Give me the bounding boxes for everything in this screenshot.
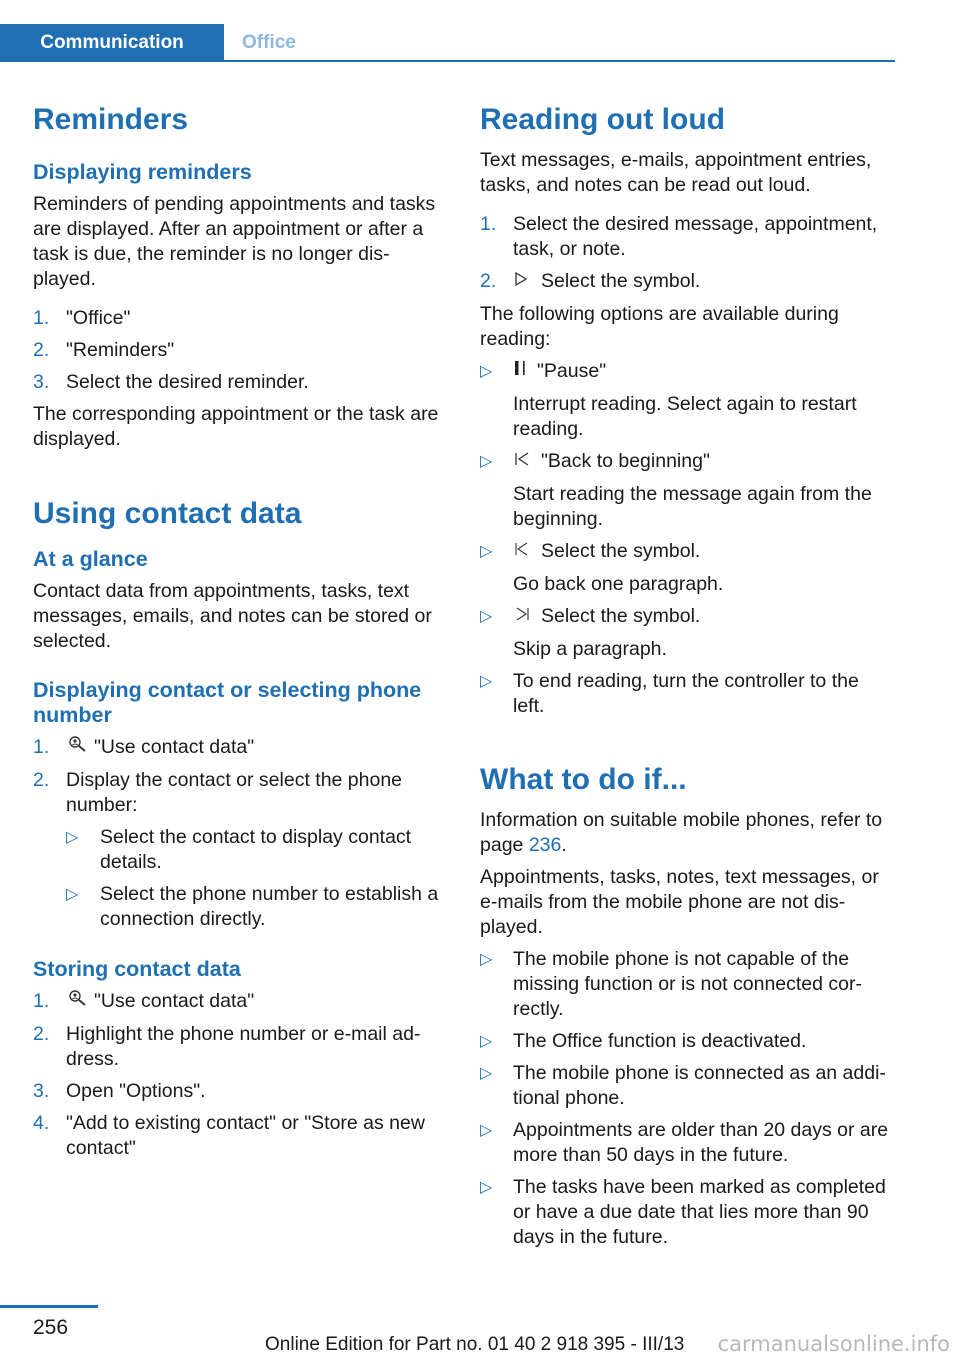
list-item: 2. Display the contact or select the phone number: ▷ Select the contact to display contact details. ▷ Select the phone number to establish a connection directly. — [33, 768, 448, 932]
reminders-heading: Reminders — [33, 103, 189, 136]
skip-to-start-icon — [513, 450, 541, 475]
reminders-after: The corresponding appointment or the task are displayed. — [33, 403, 439, 450]
list-item: 2. Select the symbol. — [480, 269, 895, 295]
whatif-info: Information on suitable mobile phones, refer to page 236. — [480, 809, 883, 856]
page-number: 256 — [33, 1316, 69, 1339]
reading-out-loud-heading: Reading out loud — [480, 103, 725, 136]
list-item: ▷ The Office function is deactivated. — [480, 1030, 807, 1052]
list-item: 1. Select the desired message, appointment, task, or note. — [480, 213, 878, 260]
list-item: ▷ The tasks have been marked as completed or have a due date that lies more than 90 days in the future. — [480, 1176, 886, 1248]
tab-communication[interactable]: Communication — [0, 24, 224, 62]
store-contact-steps — [33, 989, 448, 1161]
tab-office[interactable]: Office — [242, 32, 296, 53]
edition-note: Online Edition for Part no. 01 40 2 918 395 - III/13 — [265, 1334, 685, 1355]
reading-options — [480, 359, 895, 719]
list-item: ▷ Select the symbol. Go back one paragraph. — [480, 540, 724, 595]
list-item: 2. Highlight the phone number or e-mail ad‐dress. — [33, 1023, 421, 1070]
reading-steps — [480, 212, 895, 295]
list-item: ▷ The mobile phone is connected as an addi‐tional phone. — [480, 1062, 886, 1109]
list-item: ▷ "Pause" Interrupt reading. Select again to restart reading. — [480, 360, 857, 440]
footer-rule — [0, 1305, 98, 1308]
next-paragraph-icon — [513, 605, 541, 630]
section-tab-bar — [0, 24, 895, 62]
list-item: ▷ Select the phone number to establish a connection directly. — [66, 883, 439, 930]
page-reference-link[interactable]: 236 — [528, 834, 562, 856]
using-contact-data-heading: Using contact data — [33, 497, 302, 530]
reading-intro: Text messages, e-mails, appointment entries, tasks, and notes can be read out loud. — [480, 149, 872, 196]
reminders-steps — [33, 306, 448, 395]
watermark: carmanualsonline.info — [717, 1332, 950, 1356]
contact-search-icon — [66, 989, 94, 1015]
list-item: 1. "Office" — [33, 307, 131, 329]
play-icon — [513, 270, 541, 295]
options-intro: The following options are available during reading: — [480, 303, 839, 350]
list-item: ▷ Select the symbol. Skip a paragraph. — [480, 605, 701, 660]
list-item: 2. "Reminders" — [33, 339, 175, 361]
at-a-glance-heading: At a glance — [33, 547, 148, 571]
whatif-problem: Appointments, tasks, notes, text messages, or e-mails from the mobile phone are not dis‐played. — [480, 866, 879, 938]
at-a-glance-text: Contact data from appointments, tasks, text messages, emails, and notes can be stored or selected. — [33, 580, 432, 652]
list-item: 3. Open "Options". — [33, 1080, 206, 1102]
list-item: 4. "Add to existing contact" or "Store as new contact" — [33, 1112, 425, 1159]
display-contact-sublist — [33, 825, 448, 932]
list-item: 3. Select the desired reminder. — [33, 371, 309, 393]
left-column — [33, 100, 448, 1161]
display-contact-steps — [33, 735, 448, 932]
what-to-do-if-heading: What to do if... — [480, 763, 687, 796]
list-item: ▷ The mobile phone is not capable of the missing function or is not connected cor‐rectly. — [480, 948, 863, 1020]
list-item: 1. "Use contact data" — [33, 735, 448, 761]
list-item: ▷ Select the contact to display contact details. — [66, 826, 412, 873]
list-item: ▷ Appointments are older than 20 days or are more than 50 days in the future. — [480, 1119, 889, 1166]
list-item: ▷ To end reading, turn the controller to the left. — [480, 670, 859, 717]
displaying-reminders-heading: Displaying reminders — [33, 160, 252, 184]
pause-icon — [513, 359, 537, 385]
reminders-intro: Reminders of pending appointments and tasks are displayed. After an appointment or after a task is due, the reminder is no longer dis‐played. — [33, 193, 436, 290]
whatif-causes — [480, 947, 895, 1250]
previous-paragraph-icon — [513, 540, 541, 565]
storing-contact-heading: Storing contact data — [33, 957, 241, 981]
list-item: 1. "Use contact data" — [33, 989, 448, 1015]
displaying-contact-heading: Displaying contact or selecting phone number — [33, 678, 422, 727]
list-item: ▷ "Back to beginning" Start reading the message again from the beginning. — [480, 450, 872, 530]
contact-search-icon — [66, 735, 94, 761]
right-column — [480, 100, 895, 1250]
